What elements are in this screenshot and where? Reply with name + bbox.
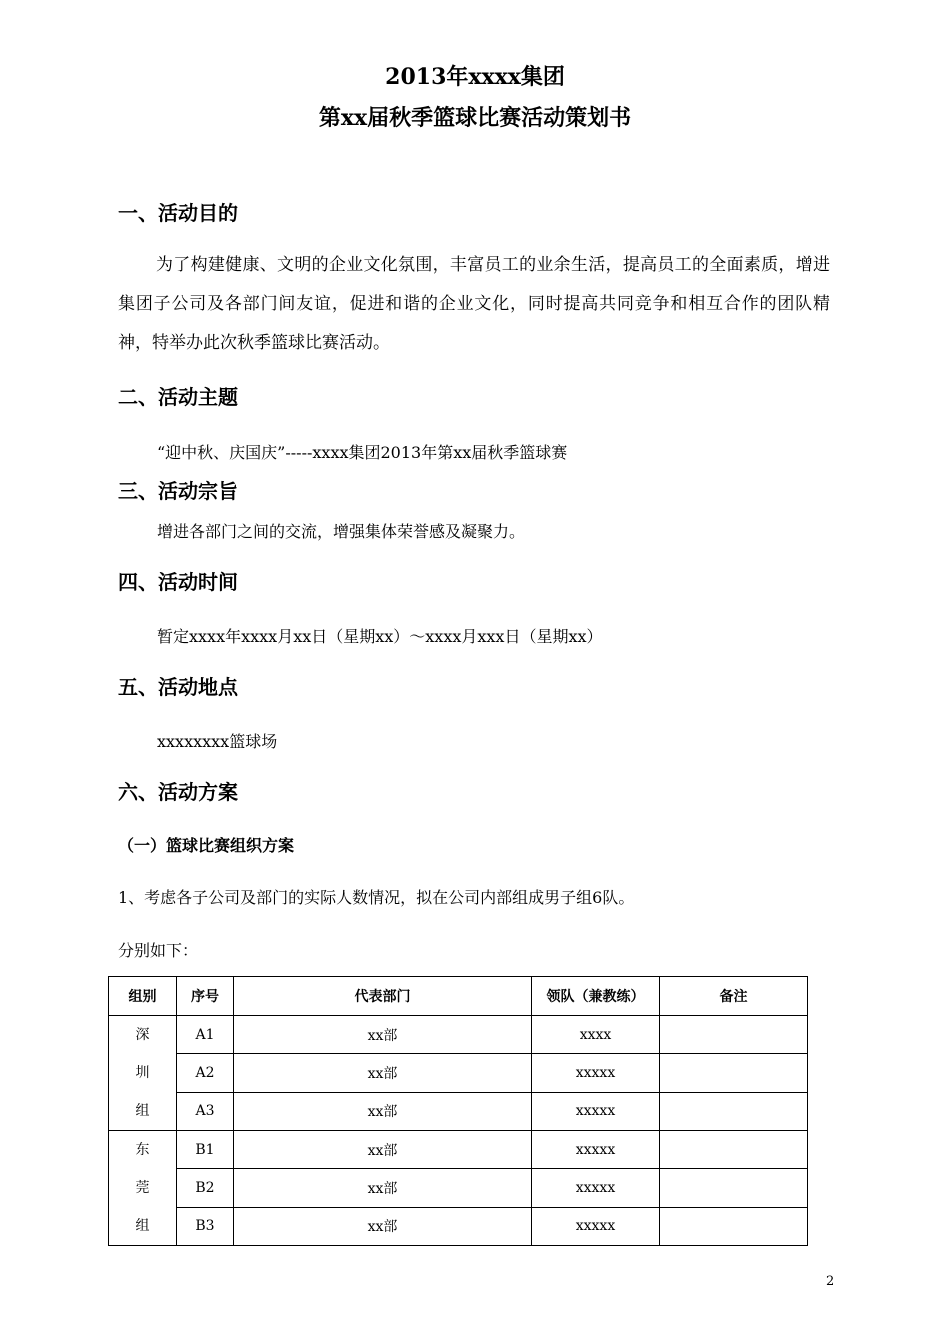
section-heading-time: 四、活动时间	[118, 570, 238, 594]
cell-note	[660, 1207, 808, 1245]
cell-leader: xxxx	[532, 1016, 660, 1054]
section-body-purpose: 为了构建健康、文明的企业文化氛围，丰富员工的业余生活，提高员工的全面素质，增进集团子公司及各部门间友谊，促进和谐的企业文化，同时提高共同竞争和相互合作的团队精神，特举办此次秋季篮球比赛活动。	[118, 255, 830, 353]
cell-department: xx部	[234, 1016, 532, 1054]
cell-department: xx部	[234, 1054, 532, 1092]
cell-department: xx部	[234, 1169, 532, 1207]
table-row	[109, 1169, 808, 1207]
section-heading-purpose: 一、活动目的	[118, 201, 238, 225]
cell-number: B1	[177, 1131, 234, 1169]
teams-table	[108, 976, 808, 1246]
page-number: 2	[826, 1274, 835, 1289]
cell-number: A2	[177, 1054, 234, 1092]
section-body-venue: xxxxxxxx篮球场	[157, 732, 278, 751]
plan-item-1: 1、考虑各子公司及部门的实际人数情况，拟在公司内部组成男子组6队。	[118, 888, 635, 907]
header-number: 序号	[177, 977, 234, 1016]
group-name-char: 东	[135, 1142, 150, 1158]
cell-number: A3	[177, 1092, 234, 1130]
cell-department: xx部	[234, 1092, 532, 1130]
section-body-theme: “迎中秋、庆国庆”-----xxxx集团2013年第xx届秋季篮球赛	[157, 443, 568, 462]
cell-leader: xxxxx	[532, 1131, 660, 1169]
doc-title-line2: 第xx届秋季篮球比赛活动策划书	[318, 105, 632, 131]
cell-department: xx部	[234, 1207, 532, 1245]
table-header-row	[109, 977, 808, 1016]
cell-note	[660, 1092, 808, 1130]
section-heading-tenet: 三、活动宗旨	[118, 479, 238, 503]
section-heading-theme: 二、活动主题	[118, 385, 238, 409]
table-row	[109, 1131, 808, 1169]
cell-number: B2	[177, 1169, 234, 1207]
group-name-char: 组	[135, 1103, 150, 1119]
cell-leader: xxxxx	[532, 1092, 660, 1130]
group-name-char: 组	[135, 1218, 150, 1234]
table-row	[109, 1207, 808, 1245]
table-row	[109, 1092, 808, 1130]
header-department: 代表部门	[234, 977, 532, 1016]
cell-note	[660, 1016, 808, 1054]
section-body-tenet: 增进各部门之间的交流，增强集体荣誉感及凝聚力。	[157, 522, 526, 541]
table-row	[109, 1016, 808, 1054]
table-row	[109, 1054, 808, 1092]
group-name-shenzhen	[109, 1016, 177, 1131]
section-heading-plan: 六、活动方案	[118, 780, 238, 804]
cell-number: A1	[177, 1016, 234, 1054]
cell-note	[660, 1131, 808, 1169]
doc-title-line1: 2013年xxxx集团	[385, 64, 565, 90]
header-group: 组别	[109, 977, 177, 1016]
sub-heading-organization: （一）篮球比赛组织方案	[118, 836, 295, 855]
cell-note	[660, 1054, 808, 1092]
header-note: 备注	[660, 977, 808, 1016]
group-name-dongguan	[109, 1131, 177, 1246]
group-name-char: 圳	[135, 1065, 150, 1081]
cell-leader: xxxxx	[532, 1169, 660, 1207]
cell-department: xx部	[234, 1131, 532, 1169]
group-name-char: 深	[135, 1027, 150, 1043]
plan-item-2: 分别如下：	[118, 941, 199, 960]
section-heading-venue: 五、活动地点	[118, 675, 238, 699]
header-leader: 领队（兼教练）	[532, 977, 660, 1016]
cell-leader: xxxxx	[532, 1054, 660, 1092]
cell-leader: xxxxx	[532, 1207, 660, 1245]
cell-number: B3	[177, 1207, 234, 1245]
cell-note	[660, 1169, 808, 1207]
section-body-time: 暂定xxxx年xxxx月xx日（星期xx）～xxxx月xxx日（星期xx）	[157, 627, 603, 646]
group-name-char: 莞	[135, 1180, 150, 1196]
